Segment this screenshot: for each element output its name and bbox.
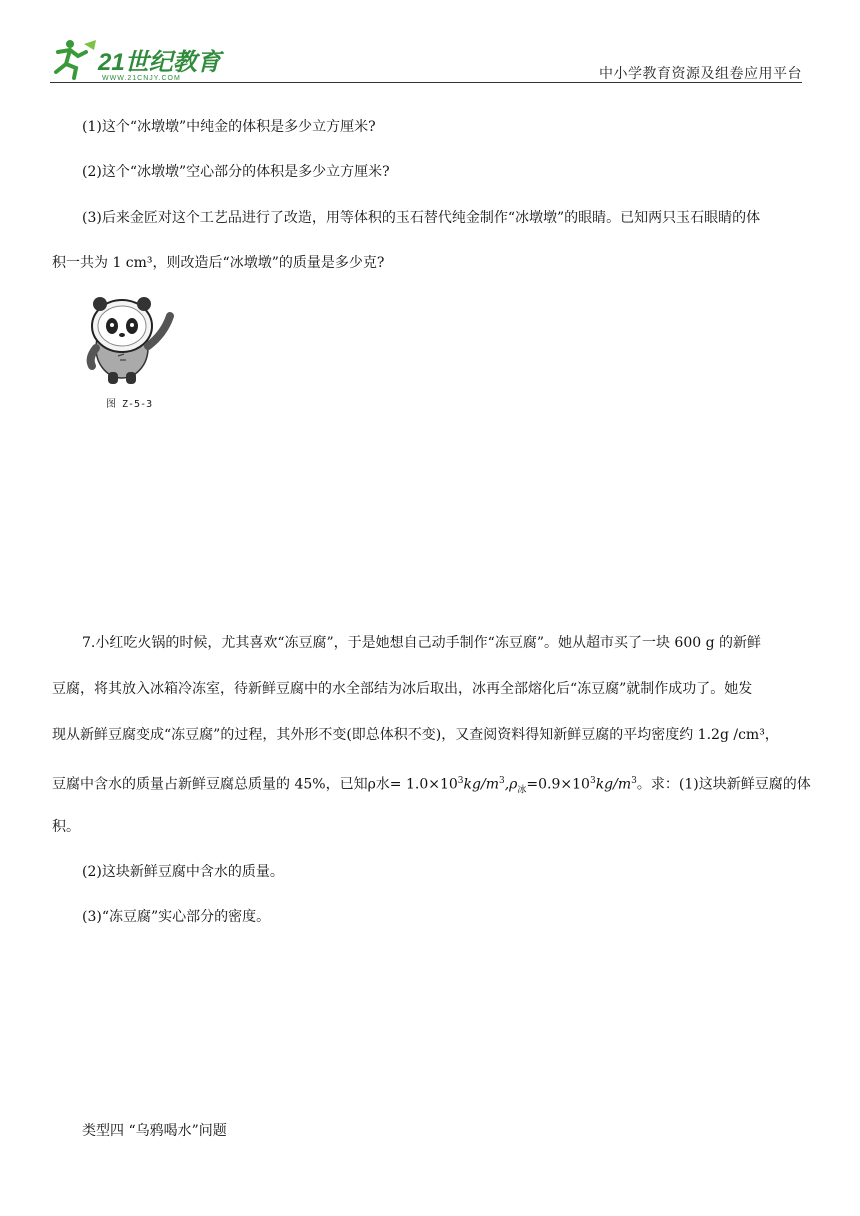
q7-part2: (2)这块新鲜豆腐中含水的质量。 bbox=[82, 864, 284, 880]
q7-line4-text-a: 豆腐中含水的质量占新鲜豆腐总质量的 45%，已知ρ水= 1.0×10 bbox=[52, 776, 458, 793]
q7-line5: 积。 bbox=[52, 819, 80, 835]
q7-part3: (3)“冻豆腐”实心部分的密度。 bbox=[82, 909, 271, 925]
rho-symbol: ,ρ bbox=[504, 776, 518, 793]
exponent: 3 bbox=[589, 776, 596, 786]
bing-dwen-dwen-figure bbox=[80, 288, 180, 388]
q7-line2: 豆腐，将其放入冰箱冷冻室，待新鲜豆腐中的水全部结为冰后取出，冰再全部熔化后“冻豆腐”就制作成功了。她发 bbox=[52, 681, 753, 697]
header-divider bbox=[50, 82, 802, 83]
exponent: 3 bbox=[457, 776, 464, 786]
ice-subscript: 冰 bbox=[517, 785, 527, 796]
unit-kg-per-m: kg/m bbox=[595, 776, 632, 793]
q7-line4-text-f: 。求：(1)这块新鲜豆腐的体 bbox=[636, 776, 811, 793]
exponent: 3 bbox=[631, 776, 637, 786]
q6-part3-line1: (3)后来金匠对这个工艺品进行了改造，用等体积的玉石替代纯金制作“冰墩墩”的眼睛。已知两只玉石眼睛的体 bbox=[82, 210, 761, 226]
figure-caption: 图 Z-5-3 bbox=[106, 399, 153, 410]
q7-line4-text-d: =0.9×10 bbox=[526, 776, 590, 793]
logo-subtext: WWW.21CNJY.COM bbox=[102, 75, 181, 82]
runner-icon bbox=[56, 40, 96, 78]
q7-line4 bbox=[52, 771, 812, 800]
q7-line3: 现从新鲜豆腐变成“冻豆腐”的过程，其外形不变(即总体积不变)，又查阅资料得知新鲜豆腐的平均密度约 1.2g /cm³， bbox=[52, 727, 779, 743]
q6-part3-line2: 积一共为 1 cm³，则改造后“冰墩墩”的质量是多少克? bbox=[52, 255, 385, 271]
q7-line1: 7.小红吃火锅的时候，尤其喜欢“冻豆腐”，于是她想自己动手制作“冻豆腐”。她从超市买了一块 600 g 的新鲜 bbox=[82, 635, 762, 651]
unit-kg-per-m: kg/m bbox=[463, 776, 499, 793]
page-header bbox=[0, 0, 860, 90]
q6-part1: (1)这个“冰墩墩”中纯金的体积是多少立方厘米? bbox=[82, 119, 376, 135]
section-title: 类型四 “乌鸦喝水”问题 bbox=[82, 1123, 227, 1139]
exponent: 3 bbox=[498, 776, 505, 786]
logo bbox=[50, 38, 225, 82]
platform-name: 中小学教育资源及组卷应用平台 bbox=[599, 66, 802, 82]
logo-text: 21世纪教育 bbox=[98, 49, 221, 76]
q6-part2: (2)这个“冰墩墩”空心部分的体积是多少立方厘米? bbox=[82, 164, 390, 180]
